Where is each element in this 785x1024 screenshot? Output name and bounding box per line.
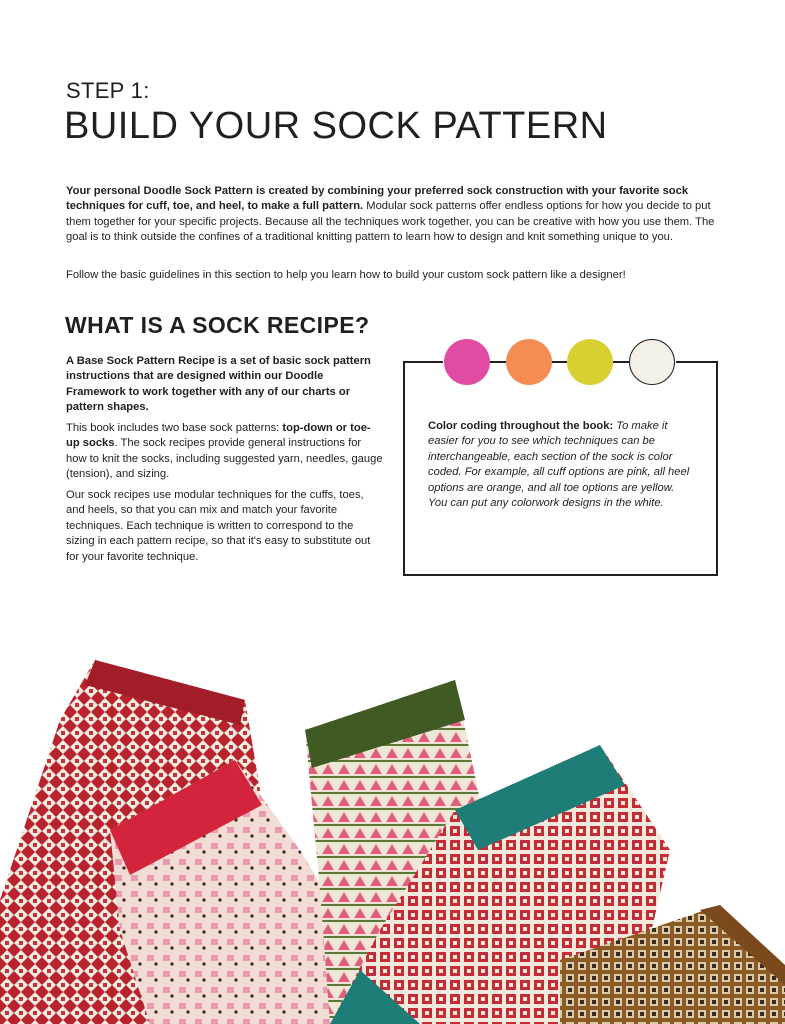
box-top-rule-gap-2 <box>552 361 568 363</box>
modular-techniques-paragraph: Our sock recipes use modular techniques for the cuffs, toes, and heels, so that you can mix and match your favorite techniques. Each technique is written to correspond to the sizing in each pattern recipe, so that it's easy to substitute out for your favorite technique. <box>66 489 371 563</box>
intro-regular-text: Modular sock patterns offer endless options for how you decide to put them together for your specific projects. Because all the techniques work together, you can be creative with how you use them. The goal is to think outside the confines of a traditional knitting pattern to learn how to design and knit something unique to you. <box>66 200 715 244</box>
intro-bold-text: Your personal Doodle Sock Pattern is created by combining your preferred sock construction with your favorite sock techniques for cuff, toe, and heel, to make a full pattern. <box>66 185 689 213</box>
pink-swatch-circle <box>444 339 490 385</box>
knitted-socks-photo <box>0 600 785 1024</box>
p2-after: . The sock recipes provide general instructions for how to knit the socks, including suggested yarn, needles, gauge (tension), and sizing. <box>66 437 383 481</box>
p2-bold: top-down or toe-up socks <box>66 422 371 450</box>
yellow-swatch-circle <box>567 339 613 385</box>
intro-paragraph <box>66 184 726 246</box>
box-top-rule-gap-1 <box>490 361 506 363</box>
box-top-rule-left <box>403 361 443 363</box>
orange-swatch-circle <box>506 339 552 385</box>
color-coding-text <box>428 419 696 511</box>
box-top-rule-right <box>676 361 716 363</box>
box-top-rule-gap-3 <box>613 361 629 363</box>
intro-follow-paragraph: Follow the basic guidelines in this section to help you learn how to build your custom sock pattern like a designer! <box>66 269 626 281</box>
p2-before: This book includes two base sock patterns: <box>66 422 283 434</box>
white-swatch-circle <box>629 339 675 385</box>
section-title: WHAT IS A SOCK RECIPE? <box>65 312 370 338</box>
base-patterns-paragraph <box>66 421 384 483</box>
recipe-definition-paragraph: A Base Sock Pattern Recipe is a set of basic sock pattern instructions that are designed within our Doodle Framework to work together with any of our charts or pattern shapes. <box>66 355 371 414</box>
page-title: BUILD YOUR SOCK PATTERN <box>64 105 608 147</box>
step-label: STEP 1: <box>66 78 150 103</box>
color-coding-lead: Color coding throughout the book: <box>428 420 614 432</box>
color-coding-body: To make it easier for you to see which techniques can be interchangeable, each section of the sock is color coded. For example, all cuff options are pink, all heel options are orange, and all toe options are yellow. You can put any colorwork designs in the white. <box>428 420 690 510</box>
